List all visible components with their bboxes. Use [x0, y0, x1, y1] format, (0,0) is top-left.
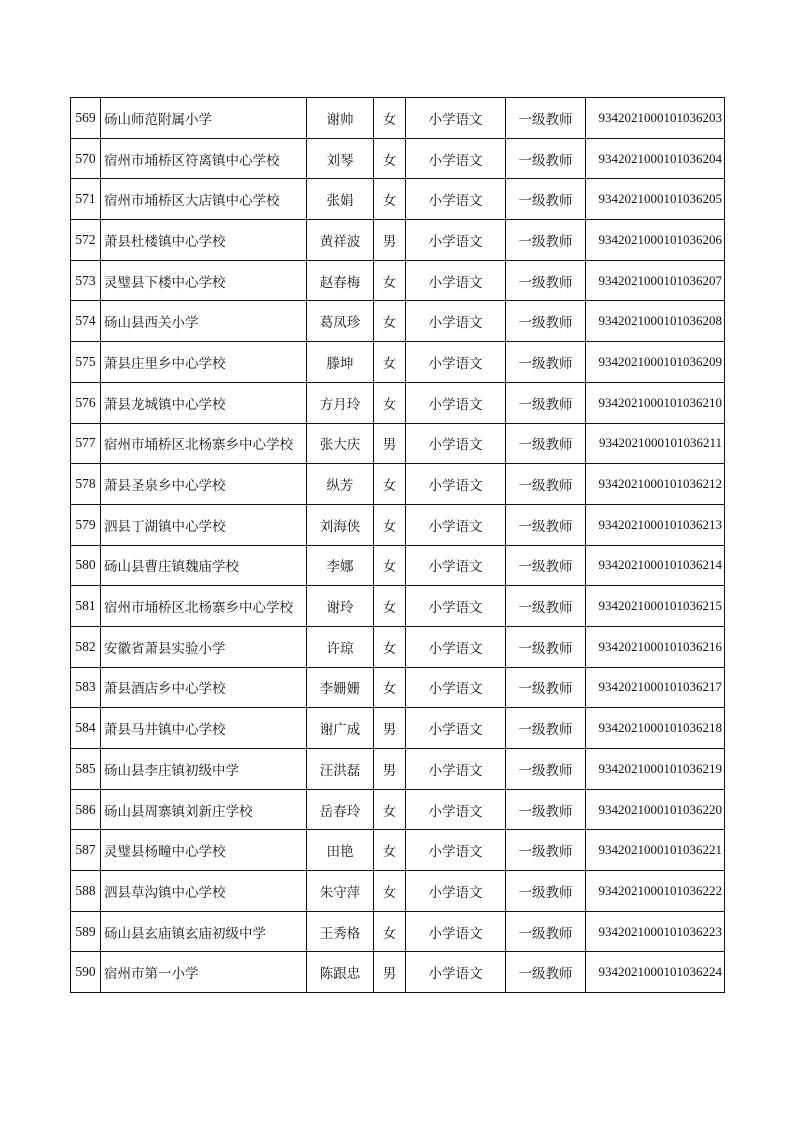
teacher-name-cell: 谢玲	[307, 586, 374, 627]
title-cell: 一级教师	[506, 504, 586, 545]
subject-cell: 小学语文	[406, 871, 506, 912]
table-body	[71, 98, 725, 993]
gender-cell: 女	[374, 626, 406, 667]
certificate-number-cell: 9342021000101036209	[586, 342, 725, 383]
teacher-name-cell: 刘海侠	[307, 504, 374, 545]
row-number-cell: 570	[71, 138, 101, 179]
subject-cell: 小学语文	[406, 382, 506, 423]
school-name-cell: 灵璧县杨疃中心学校	[101, 830, 307, 871]
table-row	[71, 749, 725, 790]
subject-cell: 小学语文	[406, 626, 506, 667]
gender-cell: 男	[374, 749, 406, 790]
row-number-cell: 575	[71, 342, 101, 383]
teacher-name-cell: 葛凤珍	[307, 301, 374, 342]
table-row	[71, 220, 725, 261]
row-number-cell: 573	[71, 260, 101, 301]
title-cell: 一级教师	[506, 545, 586, 586]
title-cell: 一级教师	[506, 260, 586, 301]
school-name-cell: 萧县龙城镇中心学校	[101, 382, 307, 423]
gender-cell: 女	[374, 789, 406, 830]
gender-cell: 女	[374, 667, 406, 708]
school-name-cell: 萧县庄里乡中心学校	[101, 342, 307, 383]
teacher-name-cell: 李娜	[307, 545, 374, 586]
row-number-cell: 580	[71, 545, 101, 586]
table-row	[71, 382, 725, 423]
title-cell: 一级教师	[506, 220, 586, 261]
teacher-name-cell: 黄祥波	[307, 220, 374, 261]
certificate-number-cell: 9342021000101036210	[586, 382, 725, 423]
subject-cell: 小学语文	[406, 708, 506, 749]
school-name-cell: 宿州市埇桥区北杨寨乡中心学校	[101, 423, 307, 464]
teacher-name-cell: 李姗姗	[307, 667, 374, 708]
row-number-cell: 590	[71, 952, 101, 993]
row-number-cell: 571	[71, 179, 101, 220]
title-cell: 一级教师	[506, 464, 586, 505]
title-cell: 一级教师	[506, 911, 586, 952]
school-name-cell: 砀山县周寨镇刘新庄学校	[101, 789, 307, 830]
teacher-name-cell: 谢广成	[307, 708, 374, 749]
teacher-name-cell: 王秀格	[307, 911, 374, 952]
table-row	[71, 98, 725, 139]
row-number-cell: 583	[71, 667, 101, 708]
gender-cell: 女	[374, 260, 406, 301]
certificate-number-cell: 9342021000101036208	[586, 301, 725, 342]
gender-cell: 女	[374, 342, 406, 383]
subject-cell: 小学语文	[406, 138, 506, 179]
gender-cell: 男	[374, 708, 406, 749]
row-number-cell: 586	[71, 789, 101, 830]
title-cell: 一级教师	[506, 749, 586, 790]
certificate-number-cell: 9342021000101036223	[586, 911, 725, 952]
teacher-name-cell: 张娟	[307, 179, 374, 220]
gender-cell: 女	[374, 504, 406, 545]
certificate-number-cell: 9342021000101036216	[586, 626, 725, 667]
school-name-cell: 萧县酒店乡中心学校	[101, 667, 307, 708]
teacher-name-cell: 刘琴	[307, 138, 374, 179]
teacher-name-cell: 方月玲	[307, 382, 374, 423]
row-number-cell: 589	[71, 911, 101, 952]
title-cell: 一级教师	[506, 342, 586, 383]
gender-cell: 男	[374, 220, 406, 261]
teacher-name-cell: 纵芳	[307, 464, 374, 505]
certificate-number-cell: 9342021000101036203	[586, 98, 725, 139]
teacher-name-cell: 田艳	[307, 830, 374, 871]
title-cell: 一级教师	[506, 952, 586, 993]
school-name-cell: 萧县马井镇中心学校	[101, 708, 307, 749]
school-name-cell: 砀山县曹庄镇魏庙学校	[101, 545, 307, 586]
school-name-cell: 砀山县西关小学	[101, 301, 307, 342]
teacher-name-cell: 岳春玲	[307, 789, 374, 830]
gender-cell: 女	[374, 382, 406, 423]
table-row	[71, 626, 725, 667]
certificate-number-cell: 9342021000101036211	[586, 423, 725, 464]
table-row	[71, 138, 725, 179]
teacher-name-cell: 汪洪磊	[307, 749, 374, 790]
school-name-cell: 宿州市埇桥区大店镇中心学校	[101, 179, 307, 220]
title-cell: 一级教师	[506, 179, 586, 220]
table-row	[71, 952, 725, 993]
table-row	[71, 260, 725, 301]
certificate-number-cell: 9342021000101036222	[586, 871, 725, 912]
gender-cell: 女	[374, 911, 406, 952]
table-row	[71, 667, 725, 708]
gender-cell: 女	[374, 138, 406, 179]
table-row	[71, 504, 725, 545]
title-cell: 一级教师	[506, 382, 586, 423]
school-name-cell: 砀山县玄庙镇玄庙初级中学	[101, 911, 307, 952]
row-number-cell: 585	[71, 749, 101, 790]
school-name-cell: 砀山师范附属小学	[101, 98, 307, 139]
subject-cell: 小学语文	[406, 220, 506, 261]
subject-cell: 小学语文	[406, 504, 506, 545]
subject-cell: 小学语文	[406, 789, 506, 830]
row-number-cell: 574	[71, 301, 101, 342]
row-number-cell: 578	[71, 464, 101, 505]
table-row	[71, 871, 725, 912]
certificate-number-cell: 9342021000101036215	[586, 586, 725, 627]
certificate-number-cell: 9342021000101036212	[586, 464, 725, 505]
gender-cell: 女	[374, 586, 406, 627]
title-cell: 一级教师	[506, 667, 586, 708]
gender-cell: 女	[374, 464, 406, 505]
table-row	[71, 342, 725, 383]
certificate-number-cell: 9342021000101036220	[586, 789, 725, 830]
title-cell: 一级教师	[506, 789, 586, 830]
title-cell: 一级教师	[506, 708, 586, 749]
row-number-cell: 588	[71, 871, 101, 912]
title-cell: 一级教师	[506, 830, 586, 871]
school-name-cell: 宿州市埇桥区符离镇中心学校	[101, 138, 307, 179]
row-number-cell: 572	[71, 220, 101, 261]
subject-cell: 小学语文	[406, 260, 506, 301]
gender-cell: 女	[374, 871, 406, 912]
teacher-name-cell: 滕坤	[307, 342, 374, 383]
row-number-cell: 584	[71, 708, 101, 749]
subject-cell: 小学语文	[406, 545, 506, 586]
certificate-number-cell: 9342021000101036217	[586, 667, 725, 708]
certificate-number-cell: 9342021000101036213	[586, 504, 725, 545]
title-cell: 一级教师	[506, 301, 586, 342]
table-row	[71, 830, 725, 871]
subject-cell: 小学语文	[406, 830, 506, 871]
row-number-cell: 576	[71, 382, 101, 423]
subject-cell: 小学语文	[406, 911, 506, 952]
gender-cell: 男	[374, 423, 406, 464]
row-number-cell: 569	[71, 98, 101, 139]
title-cell: 一级教师	[506, 626, 586, 667]
row-number-cell: 577	[71, 423, 101, 464]
school-name-cell: 萧县杜楼镇中心学校	[101, 220, 307, 261]
title-cell: 一级教师	[506, 98, 586, 139]
table-row	[71, 301, 725, 342]
certificate-number-cell: 9342021000101036218	[586, 708, 725, 749]
title-cell: 一级教师	[506, 586, 586, 627]
gender-cell: 女	[374, 179, 406, 220]
table-row	[71, 789, 725, 830]
school-name-cell: 萧县圣泉乡中心学校	[101, 464, 307, 505]
certificate-number-cell: 9342021000101036206	[586, 220, 725, 261]
school-name-cell: 泗县丁湖镇中心学校	[101, 504, 307, 545]
gender-cell: 男	[374, 952, 406, 993]
school-name-cell: 砀山县李庄镇初级中学	[101, 749, 307, 790]
table-row	[71, 586, 725, 627]
certificate-number-cell: 9342021000101036214	[586, 545, 725, 586]
certificate-number-cell: 9342021000101036224	[586, 952, 725, 993]
table-row	[71, 423, 725, 464]
teacher-list-table	[70, 97, 725, 993]
subject-cell: 小学语文	[406, 342, 506, 383]
table-row	[71, 464, 725, 505]
certificate-number-cell: 9342021000101036221	[586, 830, 725, 871]
gender-cell: 女	[374, 98, 406, 139]
row-number-cell: 587	[71, 830, 101, 871]
gender-cell: 女	[374, 301, 406, 342]
school-name-cell: 宿州市埇桥区北杨寨乡中心学校	[101, 586, 307, 627]
subject-cell: 小学语文	[406, 179, 506, 220]
certificate-number-cell: 9342021000101036219	[586, 749, 725, 790]
subject-cell: 小学语文	[406, 749, 506, 790]
title-cell: 一级教师	[506, 138, 586, 179]
subject-cell: 小学语文	[406, 301, 506, 342]
table-row	[71, 911, 725, 952]
subject-cell: 小学语文	[406, 586, 506, 627]
school-name-cell: 泗县草沟镇中心学校	[101, 871, 307, 912]
teacher-name-cell: 赵春梅	[307, 260, 374, 301]
certificate-number-cell: 9342021000101036207	[586, 260, 725, 301]
subject-cell: 小学语文	[406, 667, 506, 708]
table-row	[71, 179, 725, 220]
subject-cell: 小学语文	[406, 98, 506, 139]
title-cell: 一级教师	[506, 423, 586, 464]
teacher-name-cell: 朱守萍	[307, 871, 374, 912]
teacher-name-cell: 许琼	[307, 626, 374, 667]
table-row	[71, 708, 725, 749]
teacher-name-cell: 谢帅	[307, 98, 374, 139]
school-name-cell: 安徽省萧县实验小学	[101, 626, 307, 667]
subject-cell: 小学语文	[406, 952, 506, 993]
certificate-number-cell: 9342021000101036205	[586, 179, 725, 220]
title-cell: 一级教师	[506, 871, 586, 912]
gender-cell: 女	[374, 830, 406, 871]
row-number-cell: 582	[71, 626, 101, 667]
gender-cell: 女	[374, 545, 406, 586]
school-name-cell: 灵璧县下楼中心学校	[101, 260, 307, 301]
table-row	[71, 545, 725, 586]
subject-cell: 小学语文	[406, 464, 506, 505]
row-number-cell: 579	[71, 504, 101, 545]
row-number-cell: 581	[71, 586, 101, 627]
certificate-number-cell: 9342021000101036204	[586, 138, 725, 179]
teacher-name-cell: 陈跟忠	[307, 952, 374, 993]
school-name-cell: 宿州市第一小学	[101, 952, 307, 993]
subject-cell: 小学语文	[406, 423, 506, 464]
teacher-name-cell: 张大庆	[307, 423, 374, 464]
